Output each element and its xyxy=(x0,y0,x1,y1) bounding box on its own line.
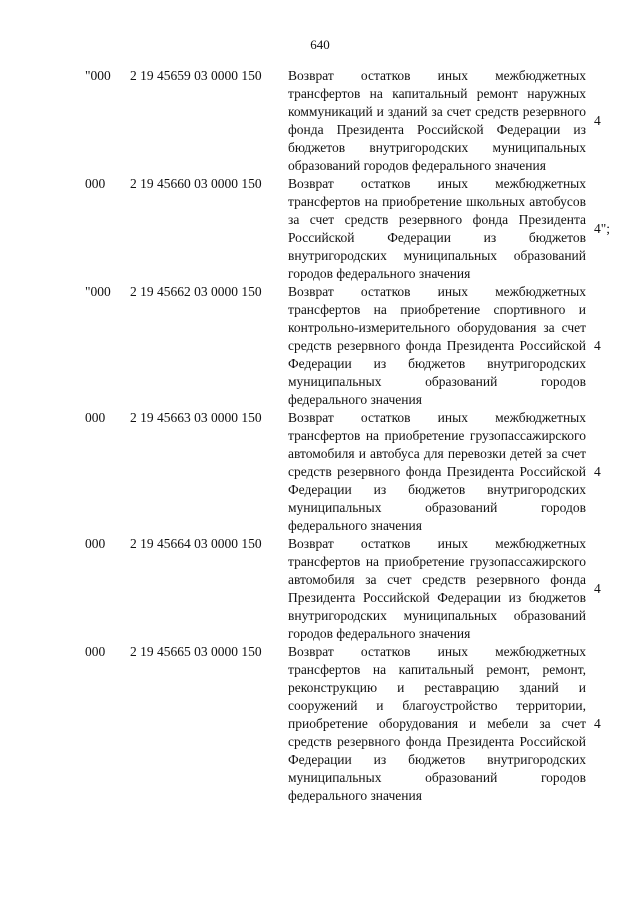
classification-code: 2 19 45664 03 0000 150 xyxy=(130,536,262,551)
classification-code: 2 19 45659 03 0000 150 xyxy=(130,68,262,83)
row-description: Возврат остатков иных межбюджетных трансфертов на приобретение грузопассажирского автомобиля и автобуса для перевозки детей за счет средств резервного фонда Президента Российской Федерации из бюджетов внутригородских муниципальных образований городов федерального значения xyxy=(288,410,586,533)
table-row xyxy=(0,283,640,409)
budget-code-table xyxy=(0,67,640,805)
row-description: Возврат остатков иных межбюджетных трансфертов на приобретение грузопассажирского автомобиля за счет средств резервного фонда Президента Российской Федерации из бюджетов внутригородских муниципальных образований городов федерального значения xyxy=(288,536,586,641)
appendix-number: 4 xyxy=(594,464,601,479)
classification-code: 2 19 45660 03 0000 150 xyxy=(130,176,262,191)
appendix-number: 4 xyxy=(594,113,601,128)
admin-code: 000 xyxy=(85,644,106,659)
table-row xyxy=(0,643,640,805)
appendix-number: 4 xyxy=(594,581,601,596)
row-description: Возврат остатков иных межбюджетных трансфертов на капитальный ремонт, ремонт, реконструкцию и реставрацию зданий и сооружений и благоустройство территории, приобретение оборудования и мебели за счет средств резервного фонда Президента Российской Федерации из бюджетов внутригородских муниципальных образований городов федерального значения xyxy=(288,644,586,803)
admin-code: 000 xyxy=(85,410,106,425)
table-row xyxy=(0,67,640,175)
appendix-number: 4"; xyxy=(594,221,611,236)
classification-code: 2 19 45665 03 0000 150 xyxy=(130,644,262,659)
admin-code: 000 xyxy=(85,536,106,551)
appendix-number: 4 xyxy=(594,716,601,731)
admin-code: "000 xyxy=(85,284,111,299)
row-description: Возврат остатков иных межбюджетных трансфертов на приобретение спортивного и контрольно-измерительного оборудования за счет средств резервного фонда Президента Российской Федерации из бюджетов внутригородских муниципальных образований городов федерального значения xyxy=(288,284,586,407)
table-row xyxy=(0,409,640,535)
table-row xyxy=(0,535,640,643)
row-description: Возврат остатков иных межбюджетных трансфертов на капитальный ремонт наружных коммуникаций и зданий за счет средств резервного фонда Президента Российской Федерации из бюджетов внутригородских муниципальных образований городов федерального значения xyxy=(288,68,586,173)
table-row xyxy=(0,175,640,283)
admin-code: "000 xyxy=(85,68,111,83)
classification-code: 2 19 45663 03 0000 150 xyxy=(130,410,262,425)
admin-code: 000 xyxy=(85,176,106,191)
page-number: 640 xyxy=(310,37,330,52)
classification-code: 2 19 45662 03 0000 150 xyxy=(130,284,262,299)
appendix-number: 4 xyxy=(594,338,601,353)
row-description: Возврат остатков иных межбюджетных трансфертов на приобретение школьных автобусов за счет средств резервного фонда Президента Российской Федерации из бюджетов внутригородских муниципальных образований городов федерального значения xyxy=(288,176,586,281)
